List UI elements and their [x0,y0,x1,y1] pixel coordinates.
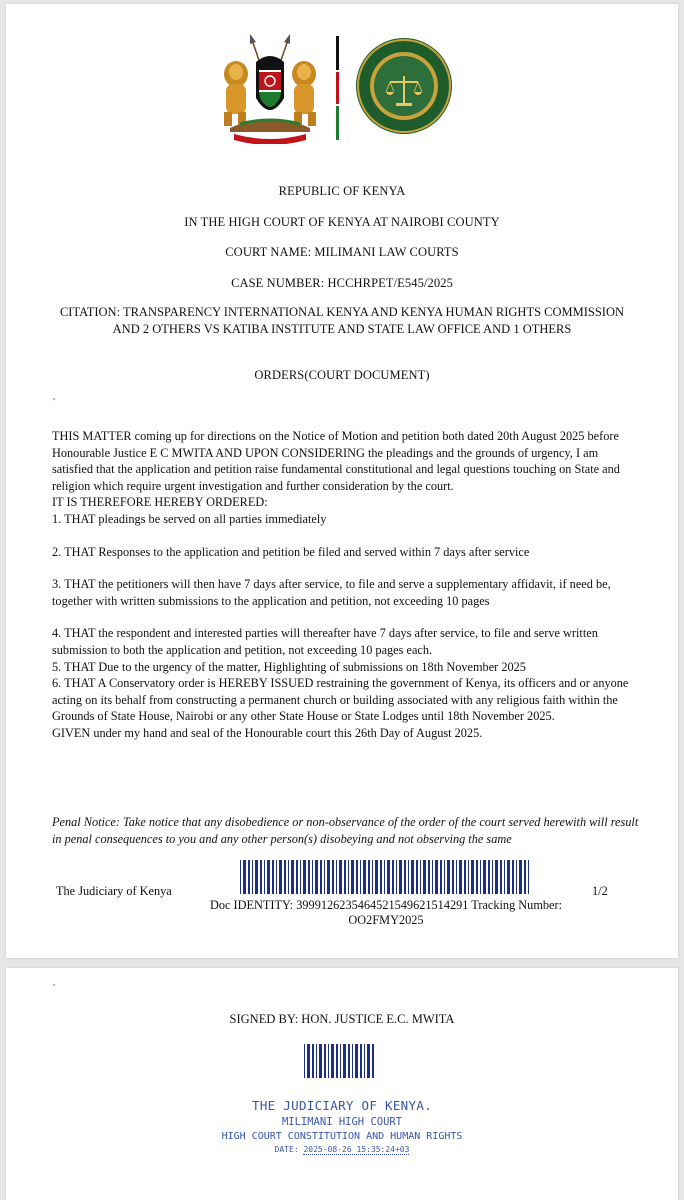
barcode-bar [272,860,274,894]
barcode-bar [416,860,418,894]
barcode-bar [519,860,522,894]
barcode-bar [456,860,457,894]
barcode-bar [312,860,313,894]
barcode-bar [315,860,318,894]
document-page-2 [6,968,678,1200]
barcode-bar [320,860,322,894]
barcode-bar [432,860,433,894]
barcode-bar [368,860,370,894]
barcode-bar [291,860,294,894]
barcode-bar [396,860,397,894]
barcode-bar [260,860,262,894]
barcode-bar [324,860,325,894]
barcode-bar [360,1044,362,1078]
order-item: 2. THAT Responses to the application and petition be filed and served within 7 days after service [52,544,530,559]
barcode-bar [319,1044,322,1078]
barcode-bar [288,860,289,894]
stamp-line-3: HIGH COURT CONSTITUTION AND HUMAN RIGHTS [221,1131,463,1142]
barcode-bar [384,860,385,894]
barcode-bar [459,860,462,894]
barcode-bar [492,860,493,894]
barcode-bar [428,860,430,894]
barcode-bar [348,860,349,894]
barcode-bar [476,860,478,894]
barcode-bar [284,860,286,894]
barcode-bar [332,860,334,894]
barcode-bar [339,860,342,894]
kenya-coat-of-arms-icon [212,32,328,144]
barcode-bar [344,860,346,894]
barcode-bar [488,860,490,894]
barcode-bar [504,860,505,894]
barcode-bar [464,860,466,894]
stamp-line-1: THE JUDICIARY OF KENYA. [252,1098,432,1113]
stamp-date-value: 2025-08-26 15:35:24+03 [303,1145,410,1154]
barcode-bar [399,860,402,894]
barcode-bar [300,860,301,894]
barcode-bar [340,1044,341,1078]
orders-title: ORDERS(COURT DOCUMENT) [254,368,430,382]
order-item: 6. THAT A Conservatory order is HEREBY ISSUED restraining the government of Kenya, its officers and or anyone acting on its behalf from constructing a permanent church or building associated with any religious faith within the Grounds of State House, Nairobi or any other State House or State Lodges until 18th November 2025. [52,676,629,724]
barcode-bar [387,860,390,894]
order-item: 4. THAT the respondent and interested parties will thereafter have 7 days after service, to file and serve written submission to both the application and petition, not exceeding 10 pages each. [52,626,598,657]
barcode-bar [452,860,454,894]
order-item: 5. THAT Due to the urgency of the matter, Highlighting of submissions on 18th November 2025 [52,659,526,674]
page-indicator: 1/2 [592,884,608,898]
barcode-bar [420,860,421,894]
barcode-bar [264,860,265,894]
stamp-date-label: DATE: [274,1145,299,1154]
barcode-bar [528,860,529,894]
barcode-bar [372,860,373,894]
header-logos [6,32,678,152]
barcode-bar [364,1044,365,1078]
document-page-1 [6,4,678,958]
barcode-bar [411,860,414,894]
barcode-bar [392,860,394,894]
barcode-bar [495,860,498,894]
stamp-line-2: MILIMANI HIGH COURT [281,1116,403,1128]
barcode-icon [240,860,530,894]
barcode-bar [524,860,526,894]
barcode-bar [240,860,241,894]
barcode-bar [423,860,426,894]
doc-identity: Doc IDENTITY: 3999126235464521549621514291 Tracking Number: OO2FMY2025 [209,898,563,927]
barcode-bar [296,860,298,894]
barcode-bar [404,860,406,894]
barcode-bar [348,1044,350,1078]
barcode-bar [324,1044,326,1078]
ordered-line: IT IS THEREFORE HEREBY ORDERED: [52,495,268,510]
barcode-bar [267,860,270,894]
order-item: 1. THAT pleadings be served on all parties immediately [52,511,327,526]
barcode-bar [248,860,250,894]
tick-mark: ' [53,396,55,408]
barcode-bar [480,860,481,894]
barcode-bar [352,1044,353,1078]
case-number: CASE NUMBER: HCCHRPET/E545/2025 [231,276,453,290]
republic-heading: REPUBLIC OF KENYA [278,184,406,198]
issuer-label: The Judiciary of Kenya [56,884,172,898]
orders-body [52,428,642,742]
barcode-bar [351,860,354,894]
barcode-bar [516,860,517,894]
stamp-date [6,1145,678,1154]
barcode-bar [440,860,442,894]
barcode-bar [356,860,358,894]
citation: CITATION: TRANSPARENCY INTERNATIONAL KENYA AND KENYA HUMAN RIGHTS COMMISSION AND 2 OTHERS VS KATIBA INSTITUTE AND STATE LAW OFFICE AND 1 OTHERS [59,305,625,336]
barcode-bar [303,860,306,894]
barcode-bar [308,860,310,894]
court-stamp [6,1098,678,1154]
barcode-bar [304,1044,305,1078]
barcode-bar [343,1044,346,1078]
barcode-bar [367,1044,370,1078]
barcode-bar [360,860,361,894]
barcode-bar [512,860,514,894]
barcode-bar [471,860,474,894]
barcode-bar [355,1044,358,1078]
barcode-bar [243,860,246,894]
barcode-bar [375,860,378,894]
court-heading: IN THE HIGH COURT OF KENYA AT NAIROBI COUNTY [184,215,500,229]
kenya-flag-bar [336,36,339,140]
penal-notice: Penal Notice: Take notice that any disobedience or non-observance of the order of the court served herewith will result in penal consequences to you and any other person(s) disobeying and not observing the same [52,815,639,846]
barcode-bar [307,1044,310,1078]
barcode-bar [408,860,409,894]
signed-by: SIGNED BY: HON. JUSTICE E.C. MWITA [229,1012,455,1026]
barcode-bar [327,860,330,894]
barcode-bar [447,860,450,894]
barcode-bar [255,860,258,894]
barcode-icon [304,1044,376,1078]
court-name: COURT NAME: MILIMANI LAW COURTS [225,245,459,259]
given-line: GIVEN under my hand and seal of the Honourable court this 26th Day of August 2025. [52,725,483,740]
order-item: 3. THAT the petitioners will then have 7 days after service, to file and serve a supplementary affidavit, if need be, together with written submissions to the application and petition, not exceeding 10 pages [52,577,611,608]
barcode-bar [483,860,486,894]
barcode-bar [331,1044,334,1078]
barcode-bar [363,860,366,894]
barcode-bar [276,860,277,894]
tick-mark: ' [53,982,55,994]
barcode-bar [444,860,445,894]
barcode-bar [316,1044,317,1078]
barcode-bar [279,860,282,894]
barcode-bar [328,1044,329,1078]
barcode-bar [380,860,382,894]
barcode-bar [468,860,469,894]
barcode-bar [507,860,510,894]
barcode-bar [336,1044,338,1078]
barcode-bar [336,860,337,894]
judiciary-seal-icon [354,36,454,136]
barcode-bar [500,860,502,894]
intro-paragraph: THIS MATTER coming up for directions on the Notice of Motion and petition both dated 20th August 2025 before Honourable Justice E C MWITA AND UPON CONSIDERING the pleadings and the grounds of urgency, I am satisfied that the application and petition raise fundamental constitutional and legal questions touching on State and religion which require urgent investigation and further consideration by the court. [52,429,620,493]
barcode-bar [312,1044,314,1078]
barcode-bar [372,1044,374,1078]
barcode-bar [435,860,438,894]
barcode-bar [252,860,253,894]
